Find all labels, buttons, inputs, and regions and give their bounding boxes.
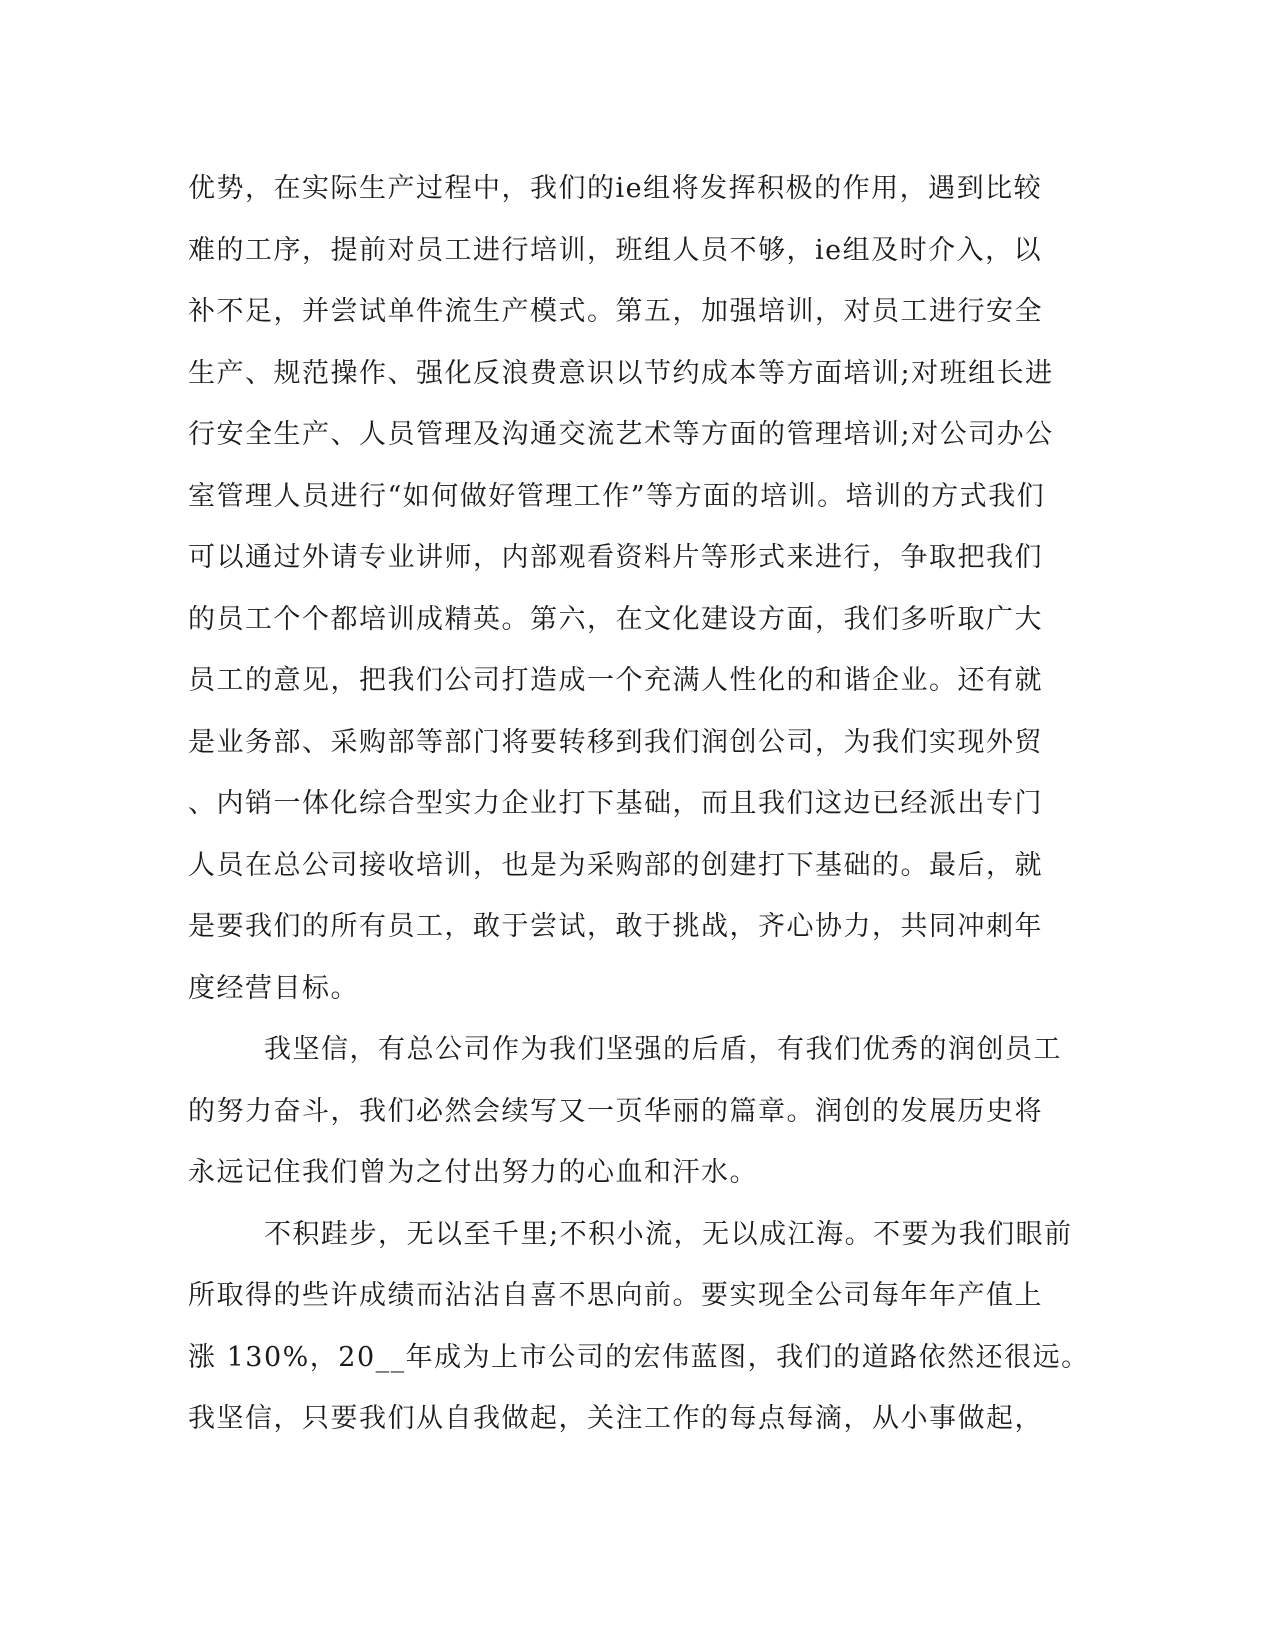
paragraph-2 — [188, 1019, 1088, 1204]
text-line: 是要我们的所有员工，敢于尝试，敢于挑战，齐心协力，共同冲刺年 — [188, 911, 1043, 942]
paragraph-1 — [188, 158, 1088, 1019]
text-line: 行安全生产、人员管理及沟通交流艺术等方面的管理培训;对公司办公 — [188, 419, 1054, 450]
document-body — [188, 158, 1088, 1450]
text-line: 可以通过外请专业讲师，内部观看资料片等形式来进行，争取把我们 — [188, 542, 1043, 573]
paragraph-3 — [188, 1204, 1088, 1450]
text-line: 补不足，并尝试单件流生产模式。第五，加强培训，对员工进行安全 — [188, 296, 1043, 327]
text-line: 所取得的些许成绩而沾沾自喜不思向前。要实现全公司每年年产值上 — [188, 1280, 1043, 1311]
text-line: 优势，在实际生产过程中，我们的ie组将发挥积极的作用，遇到比较 — [188, 173, 1043, 204]
text-line: 永远记住我们曾为之付出努力的心血和汗水。 — [188, 1157, 758, 1188]
text-line: 难的工序，提前对员工进行培训，班组人员不够，ie组及时介入，以 — [188, 234, 1043, 266]
text-line: 度经营目标。 — [188, 972, 359, 1004]
text-line: 室管理人员进行“如何做好管理工作”等方面的培训。培训的方式我们 — [188, 480, 1046, 512]
text-line: 的努力奋斗，我们必然会续写又一页华丽的篇章。润创的发展历史将 — [188, 1095, 1043, 1127]
text-line: 我坚信，只要我们从自我做起，关注工作的每点每滴，从小事做起， — [188, 1403, 1043, 1434]
text-line: 是业务部、采购部等部门将要转移到我们润创公司，为我们实现外贸 — [188, 726, 1043, 758]
text-line: 的员工个个都培训成精英。第六，在文化建设方面，我们多听取广大 — [188, 603, 1043, 635]
text-line: 我坚信，有总公司作为我们坚强的后盾，有我们优秀的润创员工 — [264, 1034, 1062, 1065]
text-line: 生产、规范操作、强化反浪费意识以节约成本等方面培训;对班组长进 — [188, 357, 1054, 389]
text-line: 人员在总公司接收培训，也是为采购部的创建打下基础的。最后，就 — [188, 849, 1043, 881]
text-line: 员工的意见，把我们公司打造成一个充满人性化的和谐企业。还有就 — [188, 665, 1043, 696]
text-line: 、内销一体化综合型实力企业打下基础，而且我们这边已经派出专门 — [188, 788, 1043, 819]
text-line: 涨 130%，20__年成为上市公司的宏伟蓝图，我们的道路依然还很远。 — [188, 1341, 1090, 1373]
text-line: 不积跬步，无以至千里;不积小流，无以成江海。不要为我们眼前 — [264, 1218, 1073, 1250]
